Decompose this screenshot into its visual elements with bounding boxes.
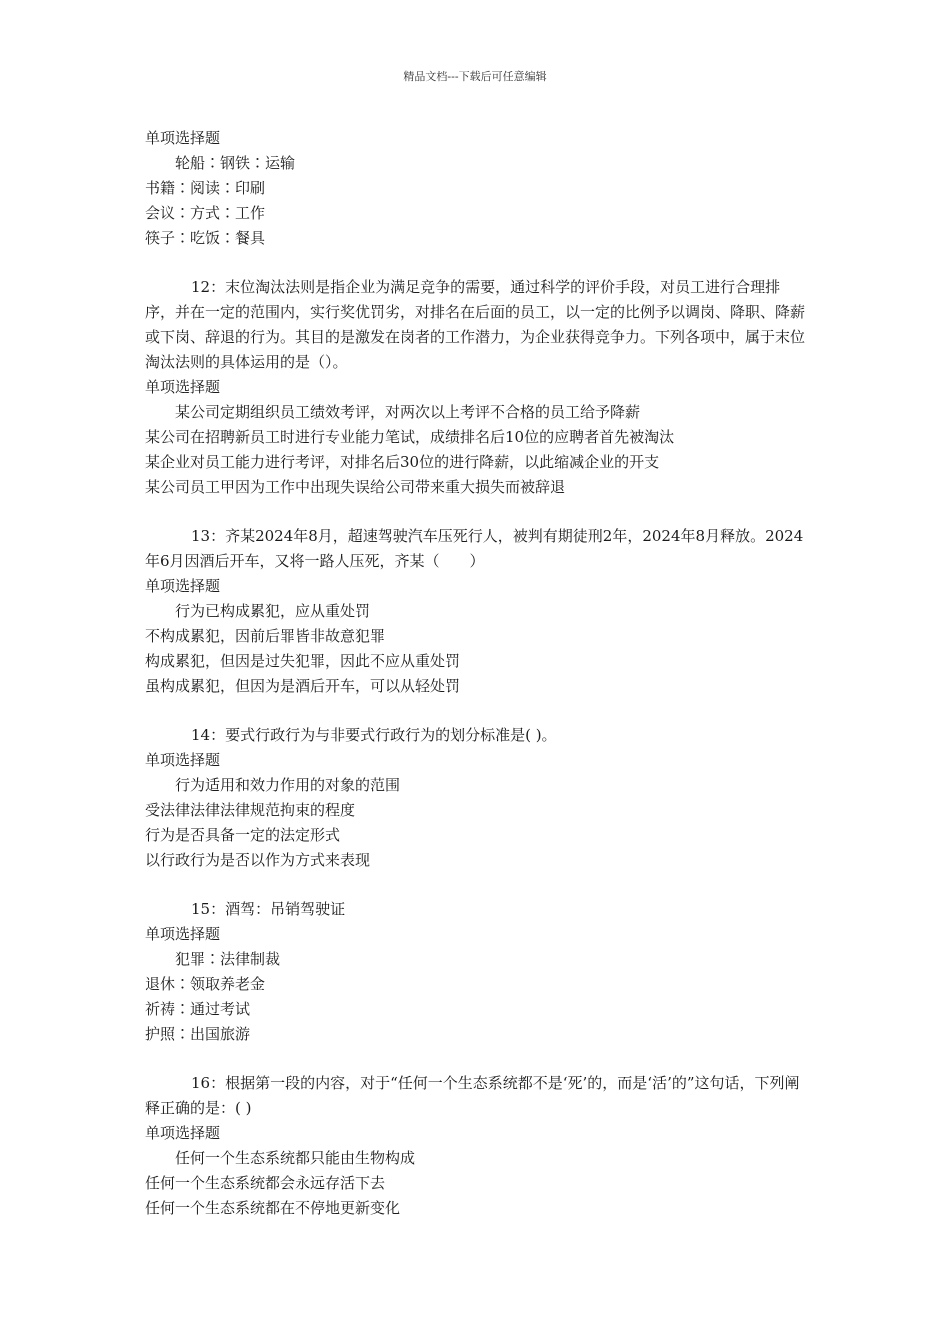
option-a: 犯罪∶法律制裁 [175, 950, 281, 968]
question-type: 单项选择题 [145, 129, 221, 147]
option-d: 护照∶出国旅游 [145, 1025, 251, 1043]
question-block [145, 1071, 810, 1221]
option-b: 受法律法律法律规范拘束的程度 [145, 801, 356, 819]
option-b: 某公司在招聘新员工时进行专业能力笔试，成绩排名后10位的应聘者首先被淘汰 [145, 428, 675, 446]
option-b: 不构成累犯，因前后罪皆非故意犯罪 [145, 627, 386, 645]
question-stem: 15：酒驾：吊销驾驶证 [191, 900, 346, 918]
page-header: 精品文档---下载后可任意编辑 [403, 70, 547, 83]
question-type: 单项选择题 [145, 1124, 221, 1142]
option-d: 某公司员工甲因为工作中出现失误给公司带来重大损失而被辞退 [145, 478, 566, 496]
option-a: 轮船∶钢铁∶运输 [175, 154, 296, 172]
option-a: 行为已构成累犯，应从重处罚 [175, 602, 371, 620]
question-block [145, 723, 810, 873]
question-type: 单项选择题 [145, 378, 221, 396]
option-d: 以行政行为是否以作为方式来表现 [145, 851, 371, 869]
question-block [145, 275, 810, 500]
option-c: 任何一个生态系统都在不停地更新变化 [145, 1199, 401, 1217]
question-stem: 14：要式行政行为与非要式行政行为的划分标准是( )。 [191, 726, 557, 744]
option-c: 会议∶方式∶工作 [145, 204, 266, 222]
option-c: 某企业对员工能力进行考评，对排名后30位的进行降薪，以此缩减企业的开支 [145, 453, 660, 471]
question-stem: 13：齐某2024年8月，超速驾驶汽车压死行人，被判有期徒刑2年，2024年8月释放。2024年6月因酒后开车，又将一路人压死，齐某（ ） [145, 527, 804, 570]
option-c: 行为是否具备一定的法定形式 [145, 826, 341, 844]
option-b: 退休∶领取养老金 [145, 975, 266, 993]
option-a: 任何一个生态系统都只能由生物构成 [175, 1149, 416, 1167]
option-b: 书籍∶阅读∶印刷 [145, 179, 266, 197]
option-a: 行为适用和效力作用的对象的范围 [175, 776, 401, 794]
option-c: 构成累犯，但因是过失犯罪，因此不应从重处罚 [145, 652, 461, 670]
option-b: 任何一个生态系统都会永远存活下去 [145, 1174, 386, 1192]
option-c: 祈祷∶通过考试 [145, 1000, 251, 1018]
question-block [145, 897, 810, 1047]
question-list [145, 126, 810, 1245]
question-type: 单项选择题 [145, 925, 221, 943]
question-block [145, 126, 810, 251]
question-stem: 16：根据第一段的内容，对于“任何一个生态系统都不是‘死’的，而是‘活’的”这句话，下列阐释正确的是：( ) [145, 1074, 800, 1117]
question-type: 单项选择题 [145, 577, 221, 595]
option-a: 某公司定期组织员工绩效考评，对两次以上考评不合格的员工给予降薪 [175, 403, 641, 421]
question-type: 单项选择题 [145, 751, 221, 769]
question-stem: 12：末位淘汰法则是指企业为满足竞争的需要，通过科学的评价手段，对员工进行合理排序，并在一定的范围内，实行奖优罚劣，对排名在后面的员工，以一定的比例予以调岗、降职、降薪或下岗、辞退的行为。其目的是激发在岗者的工作潜力，为企业获得竞争力。下列各项中，属于末位淘汰法则的具体运用的是（）。 [145, 278, 806, 371]
question-block [145, 524, 810, 699]
option-d: 虽构成累犯，但因为是酒后开车，可以从轻处罚 [145, 677, 461, 695]
option-d: 筷子∶吃饭∶餐具 [145, 229, 266, 247]
